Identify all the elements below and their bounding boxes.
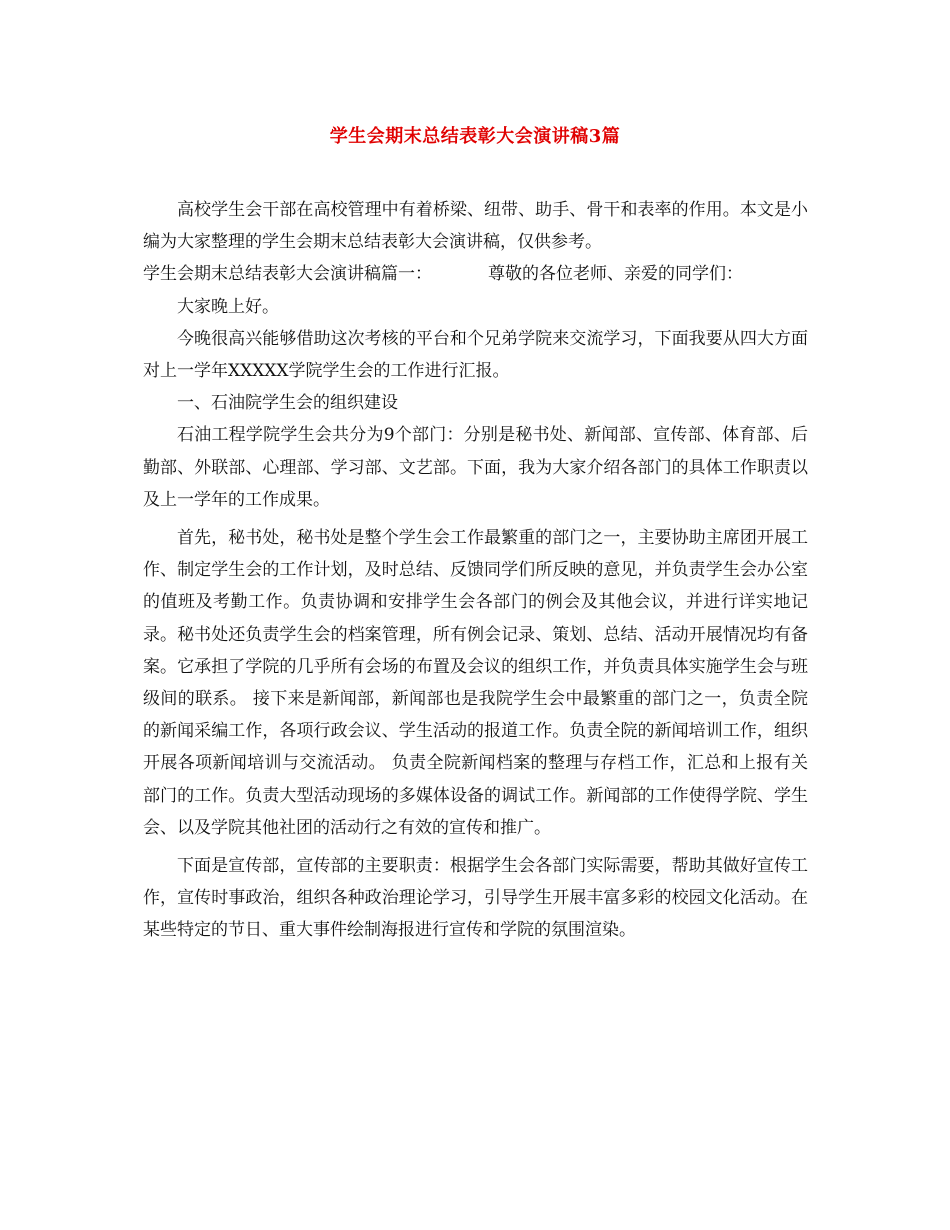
speech-heading-label: 学生会期末总结表彰大会演讲稿篇一： bbox=[143, 264, 432, 285]
body-paragraph: 下面是宣传部，宣传部的主要职责：根据学生会各部门实际需要，帮助其做好宣传工作，宣传时事政治，组织各种政治理论学习，引导学生开展丰富多彩的校园文化活动。在某些特定的节日、重大事件绘制海报进行宣传和学院的氛围渲染。 bbox=[143, 856, 808, 941]
speech-salutation: 尊敬的各位老师、亲爱的同学们： bbox=[488, 264, 743, 285]
body-paragraph: 石油工程学院学生会共分为9个部门：分别是秘书处、新闻部、宣传部、体育部、后勤部、外联部、心理部、学习部、文艺部。下面，我为大家介绍各部门的具体工作职责以及上一学年的工作成果。 bbox=[143, 425, 808, 510]
document-title: 学生会期末总结表彰大会演讲稿3篇 bbox=[329, 126, 621, 147]
body-paragraph: 今晚很高兴能够借助这次考核的平台和个兄弟学院来交流学习，下面我要从四大方面对上一学年XXXXX学院学生会的工作进行汇报。 bbox=[143, 328, 808, 382]
speech-heading bbox=[143, 258, 808, 290]
intro-paragraph: 高校学生会干部在高校管理中有着桥梁、纽带、助手、骨干和表率的作用。本文是小编为大家整理的学生会期末总结表彰大会演讲稿，仅供参考。 bbox=[143, 200, 808, 253]
document-body bbox=[143, 194, 808, 947]
greeting-paragraph: 大家晚上好。 bbox=[177, 296, 279, 317]
section-heading: 一、石油院学生会的组织建设 bbox=[177, 393, 398, 414]
body-paragraph: 首先，秘书处，秘书处是整个学生会工作最繁重的部门之一，主要协助主席团开展工作、制定学生会的工作计划，及时总结、反馈同学们所反映的意见，并负责学生会办公室的值班及考勤工作。负责协调和安排学生会各部门的例会及其他会议，并进行详实地记录。秘书处还负责学生会的档案管理，所有例会记录、策划、总结、活动开展情况均有备案。它承担了学院的几乎所有会场的布置及会议的组织工作，并负责具体实施学生会与班级间的联系。 接下来是新闻部，新闻部也是我院学生会中最繁重的部门之一，负责全院的新闻采编工作，各项行政会议、学生活动的报道工作。负责全院的新闻培训工作，组织开展各项新闻培训与交流活动。 负责全院新闻档案的整理与存档工作，汇总和上报有关部门的工作。负责大型活动现场的多媒体设备的调试工作。新闻部的工作使得学院、学生会、以及学院其他社团的活动行之有效的宣传和推广。 bbox=[143, 528, 808, 838]
